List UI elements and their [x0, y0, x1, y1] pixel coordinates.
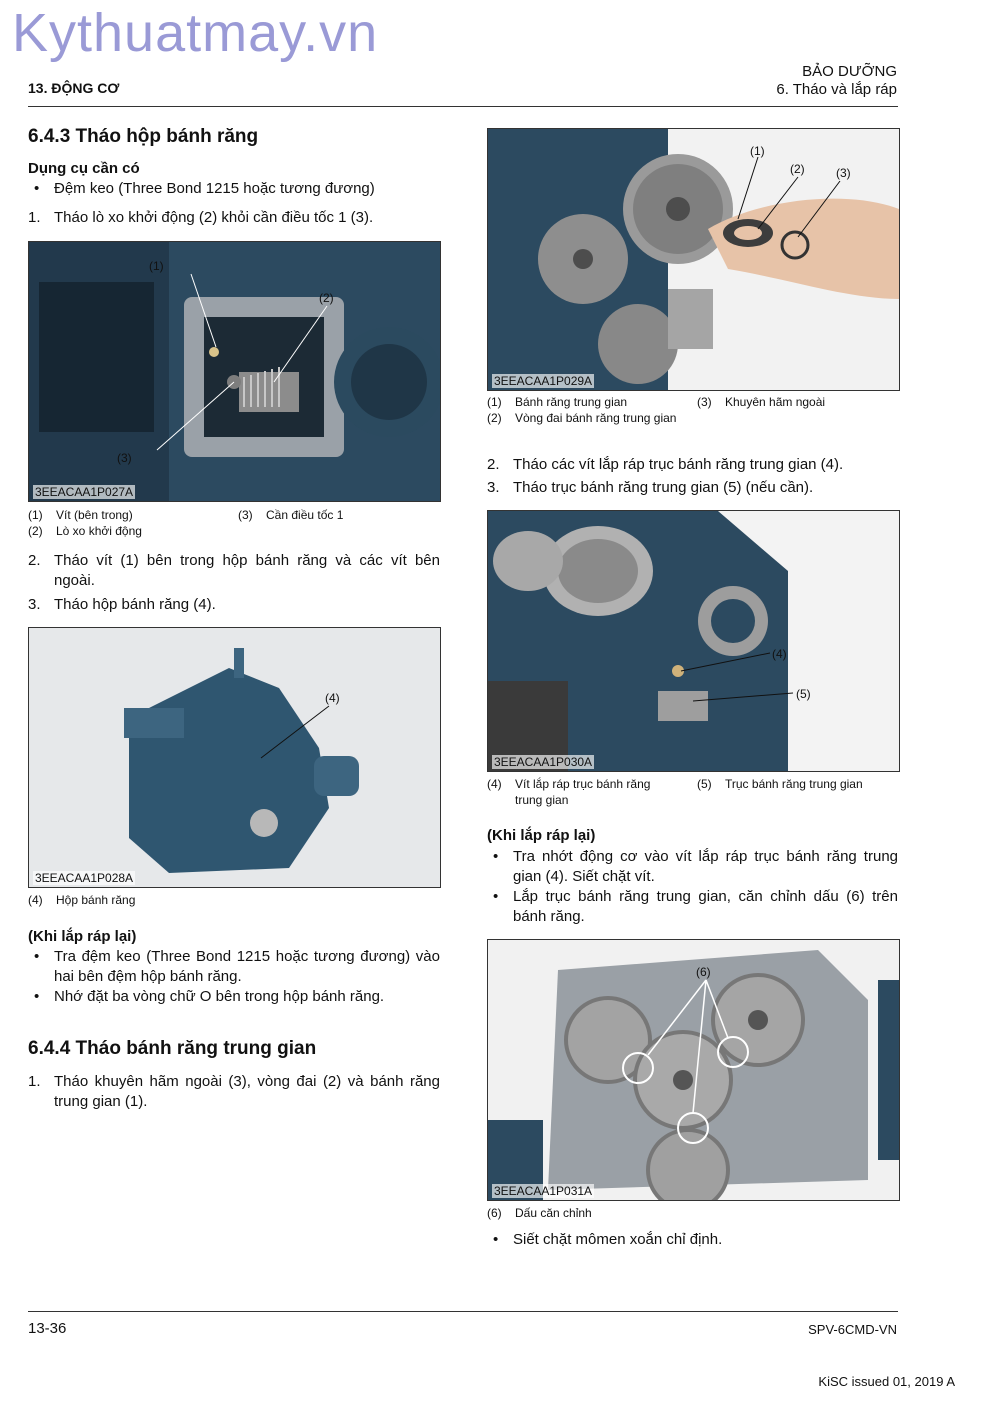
reassembly-heading: (Khi lắp ráp lại): [487, 827, 596, 844]
reassembly-bullet: [487, 887, 898, 927]
caption-text: Lò xo khởi động: [56, 524, 142, 538]
step-text: Tháo hộp bánh răng (4).: [54, 596, 216, 613]
callout-1: (1): [149, 259, 164, 273]
step-text: Tháo khuyên hãm ngoài (3), vòng đai (2) và bánh răng trung gian (1).: [54, 1073, 440, 1110]
caption-num: (6): [487, 1206, 502, 1220]
section-heading-idle-gear: 6.4.4 Tháo bánh răng trung gian: [28, 1038, 317, 1059]
bullet-text: Siết chặt mômen xoắn chỉ định.: [513, 1231, 723, 1248]
caption-num: (4): [487, 777, 502, 791]
photo-code: 3EEACAA1P031A: [494, 1184, 593, 1198]
callout-3: (3): [836, 166, 851, 180]
step-3: [28, 595, 440, 615]
photo-idle-gear: [487, 128, 900, 391]
tools-bullet: [28, 179, 440, 199]
reassembly-bullet: [28, 947, 440, 987]
photo-governor-spring: [28, 241, 441, 502]
bullet-text: Nhớ đặt ba vòng chữ O bên trong hộp bánh răng.: [54, 988, 385, 1005]
photo-code: 3EEACAA1P027A: [35, 485, 134, 499]
caption-num: (4): [28, 893, 43, 907]
reassembly-bullet: [487, 847, 898, 887]
step-text: Tháo các vít lắp ráp trục bánh răng trung gian (4).: [513, 456, 844, 473]
step-text: Tháo lò xo khởi động (2) khỏi cần điều tốc 1 (3).: [54, 209, 374, 226]
caption-text: Hộp bánh răng: [56, 893, 136, 907]
callout-6: (6): [696, 965, 711, 979]
photo-code: 3EEACAA1P028A: [35, 871, 134, 885]
caption-num: (3): [697, 395, 712, 409]
subsection-title: 6. Tháo và lắp ráp: [776, 81, 897, 98]
photo-5-illustration: [488, 940, 899, 1200]
caption-num: (3): [238, 508, 253, 522]
bullet-mark: •: [34, 988, 40, 1005]
photo-3-illustration: [488, 129, 899, 390]
photo-code: 3EEACAA1P030A: [494, 755, 593, 769]
bullet-mark: •: [34, 948, 40, 965]
caption-text: Cần điều tốc 1: [266, 508, 344, 522]
reassembly-bullet: [28, 987, 440, 1007]
step-number: 3.: [28, 596, 41, 613]
caption-text: Vít lắp ráp trục bánh răng trung gian: [515, 777, 651, 807]
bullet-text: Tra đệm keo (Three Bond 1215 hoặc tương đương) vào hai bên đệm hộp bánh răng.: [54, 948, 440, 985]
photo-gear-case: [28, 627, 441, 888]
step-number: 2.: [487, 456, 500, 473]
chapter-title: 13. ĐỘNG CƠ: [28, 80, 120, 96]
photo-2-illustration: [29, 628, 440, 887]
sec2-step-1: [28, 1072, 440, 1112]
caption-photo-5: [487, 1205, 899, 1223]
step-1: [28, 208, 440, 228]
callout-4: (4): [772, 647, 787, 661]
header-rule: [28, 106, 898, 107]
caption-text: Dấu căn chỉnh: [515, 1206, 592, 1220]
callout-2: (2): [790, 162, 805, 176]
caption-photo-2: [28, 892, 440, 910]
step-text: Tháo vít (1) bên trong hộp bánh răng và các vít bên ngoài.: [54, 552, 440, 589]
caption-photo-4: [487, 776, 899, 810]
right-step-3: [487, 478, 899, 498]
caption-photo-1: [28, 507, 440, 541]
section-title: BẢO DƯỠNG: [802, 63, 897, 80]
caption-photo-3: [487, 394, 899, 444]
caption-text: Vít (bên trong): [56, 508, 133, 522]
bullet-mark: •: [493, 1231, 499, 1248]
caption-text: Bánh răng trung gian: [515, 395, 628, 409]
step-number: 3.: [487, 479, 500, 496]
bullet-text: Lắp trục bánh răng trung gian, căn chỉnh dấu (6) trên bánh răng.: [513, 888, 898, 925]
caption-text: Vòng đai bánh răng trung gian: [515, 411, 677, 425]
bullet-mark: •: [493, 888, 499, 905]
step-text: Tháo trục bánh răng trung gian (5) (nếu cần).: [513, 479, 814, 496]
tools-heading: Dụng cụ cần có: [28, 160, 140, 177]
page-number: 13-36: [28, 1320, 67, 1337]
caption-num: (2): [487, 411, 502, 425]
document-code: SPV-6CMD-VN: [808, 1322, 897, 1337]
bullet-text: Đệm keo (Three Bond 1215 hoặc tương đương): [54, 180, 375, 197]
reassembly-heading: (Khi lắp ráp lại): [28, 928, 137, 945]
step-number: 2.: [28, 552, 41, 569]
step-2: [28, 551, 440, 591]
step-number: 1.: [28, 1073, 41, 1090]
section-heading-gearbox: 6.4.3 Tháo hộp bánh răng: [28, 126, 259, 147]
photo-alignment-marks: [487, 939, 900, 1201]
final-bullet: [487, 1230, 898, 1250]
bullet-text: Tra nhớt động cơ vào vít lắp ráp trục bánh răng trung gian (4). Siết chặt vít.: [513, 848, 898, 885]
callout-1: (1): [750, 144, 765, 158]
photo-idle-gear-shaft: [487, 510, 900, 772]
watermark-text: Kythuatmay.vn: [12, 3, 379, 63]
callout-4: (4): [325, 691, 340, 705]
caption-text: Trục bánh răng trung gian: [725, 777, 863, 791]
issued-note: KiSC issued 01, 2019 A: [818, 1374, 955, 1389]
bullet-mark: •: [34, 180, 40, 197]
footer-rule: [28, 1311, 898, 1312]
caption-num: (1): [28, 508, 43, 522]
bullet-mark: •: [493, 848, 499, 865]
caption-num: (5): [697, 777, 712, 791]
photo-code: 3EEACAA1P029A: [494, 374, 593, 388]
callout-5: (5): [796, 687, 811, 701]
step-number: 1.: [28, 209, 41, 226]
caption-text: Khuyên hãm ngoài: [725, 395, 826, 409]
photo-4-illustration: [488, 511, 899, 771]
callout-3: (3): [117, 451, 132, 465]
caption-num: (2): [28, 524, 43, 538]
caption-num: (1): [487, 395, 502, 409]
right-step-2: [487, 455, 899, 475]
callout-2: (2): [319, 291, 334, 305]
photo-1-illustration: [29, 242, 440, 501]
